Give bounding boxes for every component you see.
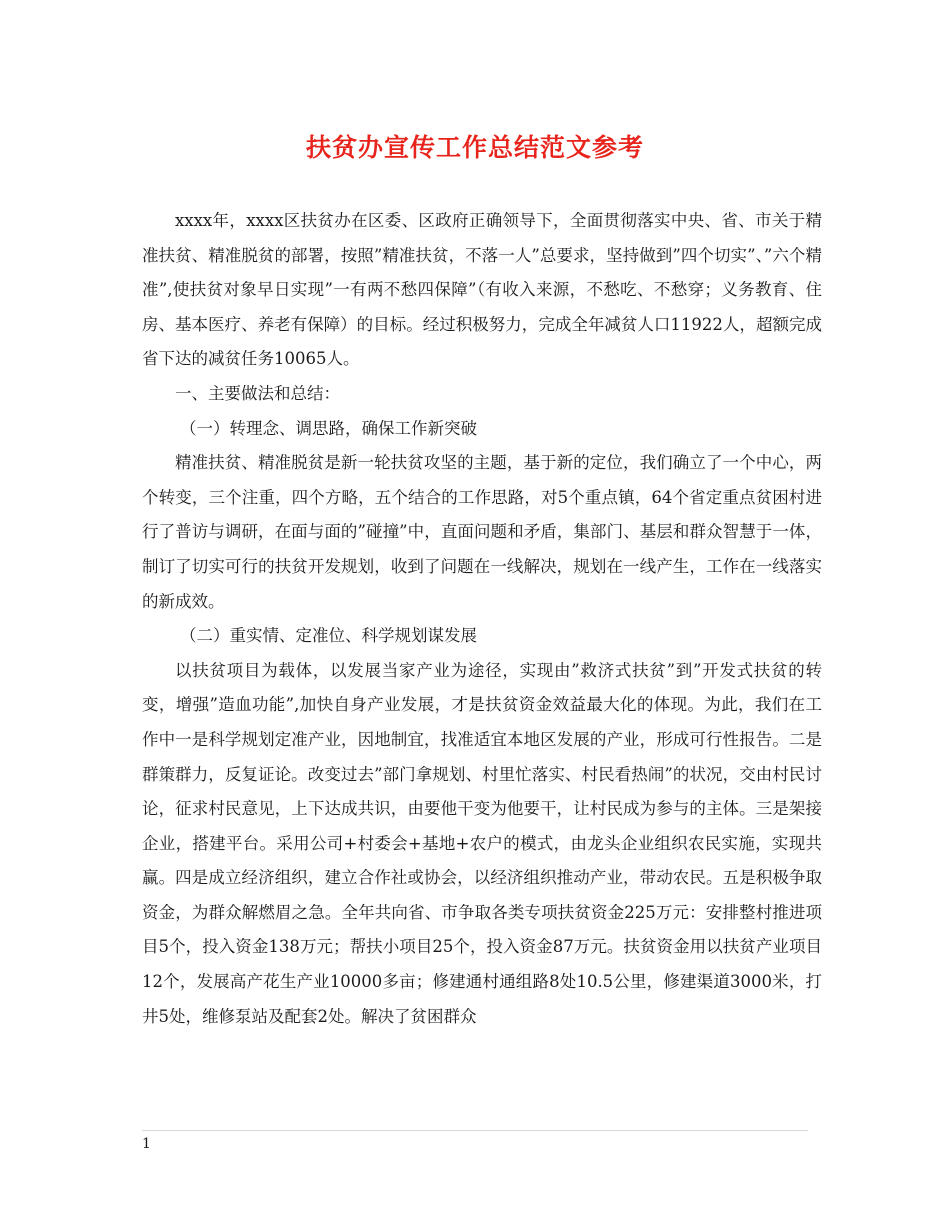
document-body (142, 204, 822, 1034)
section-heading-main: 一、主要做法和总结： (175, 383, 340, 403)
page-number: 1 (142, 1136, 151, 1152)
paragraph-section-2: 以扶贫项目为载体，以发展当家产业为途径，实现由”救济式扶贫”到”开发式扶贫的转变，增强”造血功能”,加快自身产业发展，才是扶贫资金效益最大化的体现。为此，我们在工作中一是科学规划定准产业，因地制宜，找准适宜本地区发展的产业，形成可行性报告。二是群策群力，反复证论。改变过去”部门拿规划、村里忙落实、村民看热闹”的状况，交由村民讨论，征求村民意见，上下达成共识，由要他干变为他要干，让村民成为参与的主体。三是架接企业，搭建平台。采用公司+村委会+基地+农户的模式，由龙头企业组织农民实施，实现共赢。四是成立经济组织，建立合作社或协会，以经济组织推动产业，带动农民。五是积极争取资金，为群众解燃眉之急。全年共向省、市争取各类专项扶贫资金225万元：安排整村推进项目5个，投入资金138万元；帮扶小项目25个，投入资金87万元。扶贫资金用以扶贫产业项目12个，发展高产花生产业10000多亩；修建通村通组路8处10.5公里，修建渠道3000米，打井5处，维修泵站及配套2处。解决了贫困群众 (142, 660, 822, 1026)
footer-divider (142, 1130, 808, 1131)
paragraph-section-1: 精准扶贫、精准脱贫是新一轮扶贫攻坚的主题，基于新的定位，我们确立了一个中心，两个转变，三个注重，四个方略，五个结合的工作思路，对5个重点镇，64个省定重点贫困村进行了普访与调研，在面与面的”碰撞”中，直面问题和矛盾，集部门、基层和群众智慧于一体，制订了切实可行的扶贫开发规划，收到了问题在一线解决，规划在一线产生，工作在一线落实的新成效。 (142, 453, 822, 611)
paragraph-intro: xxxx年，xxxx区扶贫办在区委、区政府正确领导下，全面贯彻落实中央、省、市关于精准扶贫、精准脱贫的部署，按照”精准扶贫，不落一人”总要求，坚持做到”四个切实”、”六个精准”,使扶贫对象早日实现”一有两不愁四保障”（有收入来源，不愁吃、不愁穿；义务教育、住房、基本医疗、养老有保障）的目标。经过积极努力，完成全年减贫人口11922人，超额完成省下达的减贫任务10065人。 (142, 211, 822, 369)
document-title: 扶贫办宣传工作总结范文参考 (305, 133, 644, 162)
subsection-heading-1: （一）转理念、调思路，确保工作新突破 (179, 418, 477, 438)
subsection-heading-2: （二）重实情、定准位、科学规划谋发展 (179, 626, 477, 646)
